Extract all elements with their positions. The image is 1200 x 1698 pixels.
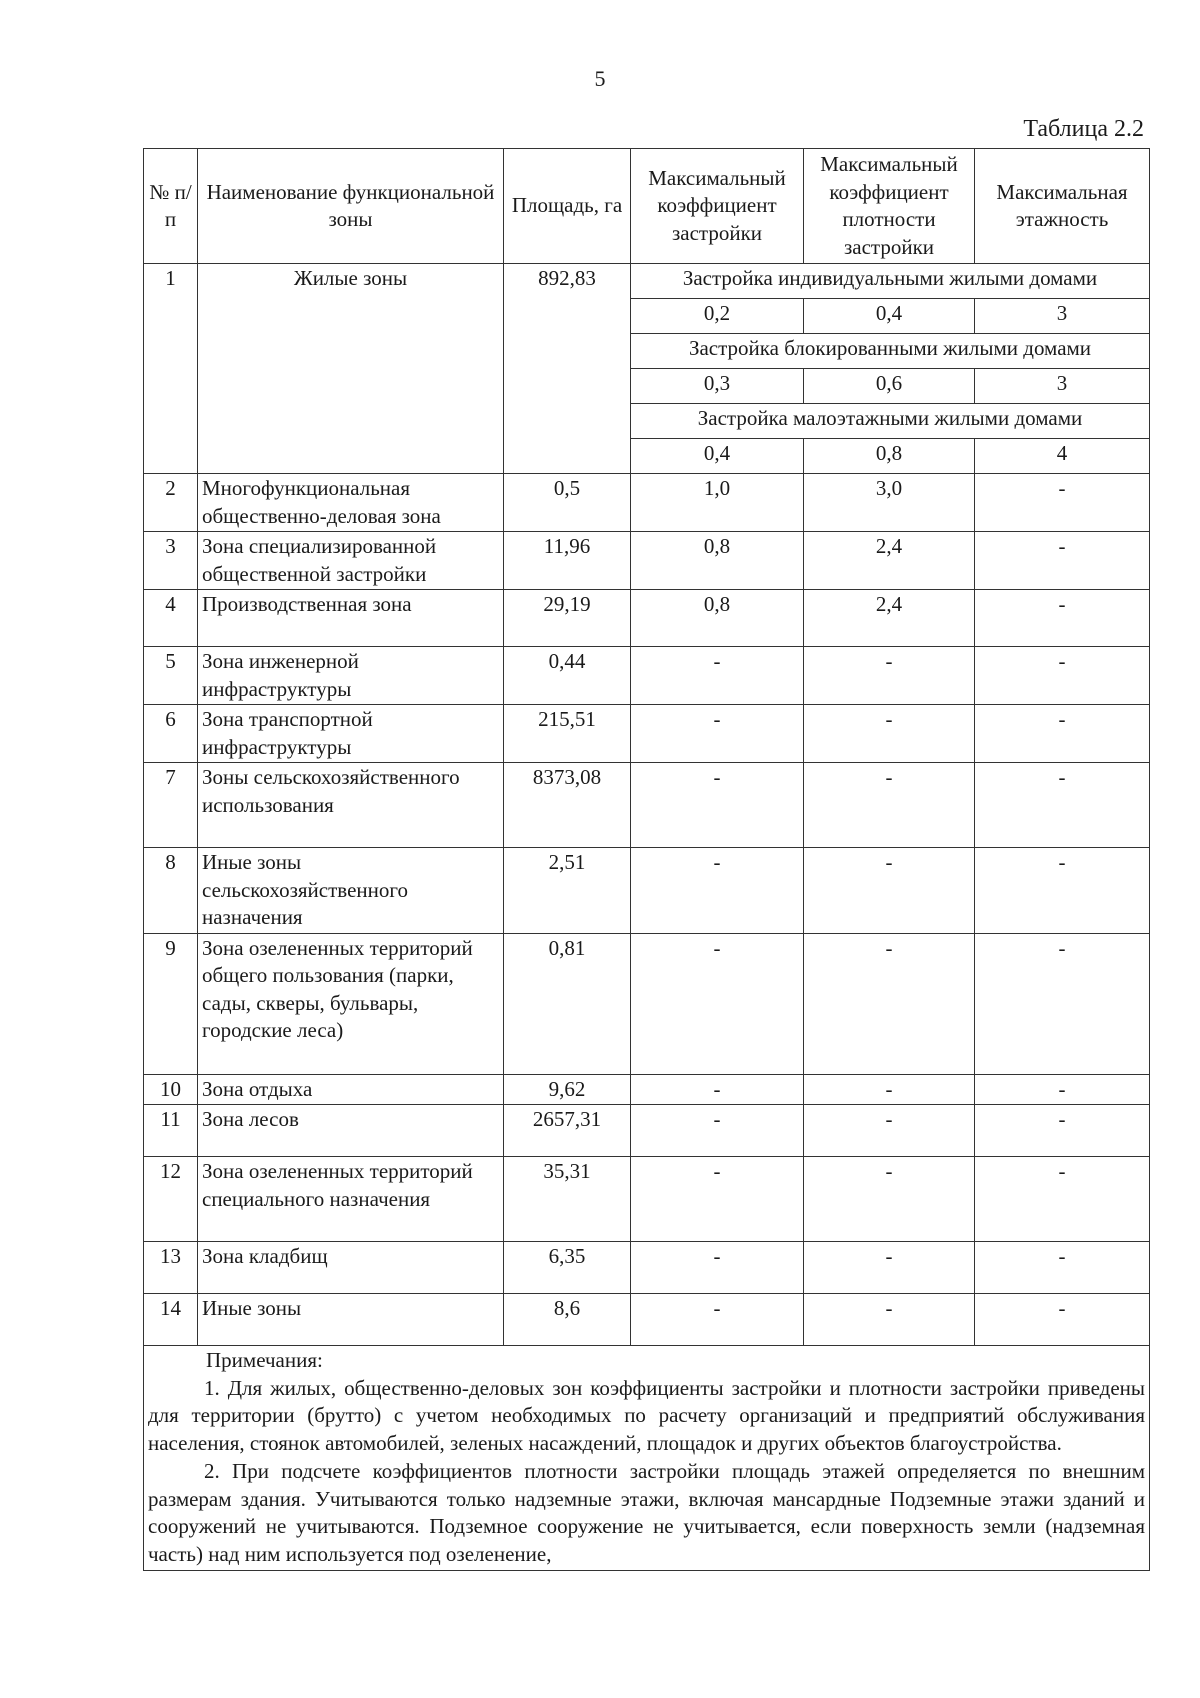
row-area: 8373,08 <box>504 763 631 848</box>
table-row <box>144 848 1150 934</box>
row-area: 0,81 <box>504 933 631 1074</box>
table-row <box>144 474 1150 532</box>
row-area: 0,44 <box>504 647 631 705</box>
row-num: 10 <box>144 1074 198 1105</box>
row-num: 7 <box>144 763 198 848</box>
row-floors: - <box>975 647 1150 705</box>
row-area: 6,35 <box>504 1242 631 1294</box>
header-name: Наименование функциональной зоны <box>198 149 504 264</box>
row-coef-density: - <box>804 1294 975 1346</box>
row-area: 35,31 <box>504 1157 631 1242</box>
table-row <box>144 1242 1150 1294</box>
row-coef-density: 2,4 <box>804 532 975 590</box>
row-coef-build: - <box>631 763 804 848</box>
row-name: Иные зоны <box>198 1294 504 1346</box>
row-area: 29,19 <box>504 590 631 647</box>
row-floors: - <box>975 1242 1150 1294</box>
row-num: 3 <box>144 532 198 590</box>
zones-table <box>143 148 1150 1571</box>
header-floors: Максимальная этажность <box>975 149 1150 264</box>
table-row <box>144 1157 1150 1242</box>
row-coef-density: - <box>804 1105 975 1157</box>
row-name: Производственная зона <box>198 590 504 647</box>
row-floors: - <box>975 474 1150 532</box>
row-num: 4 <box>144 590 198 647</box>
row-num: 9 <box>144 933 198 1074</box>
row-name: Зона кладбищ <box>198 1242 504 1294</box>
row-coef-build: - <box>631 1157 804 1242</box>
row-coef-density: - <box>804 1242 975 1294</box>
notes-cell <box>144 1346 1150 1571</box>
row-floors: - <box>975 933 1150 1074</box>
header-num: № п/п <box>144 149 198 264</box>
table-row <box>144 264 1150 299</box>
table-row <box>144 590 1150 647</box>
row-area: 0,5 <box>504 474 631 532</box>
row-coef-build: - <box>631 1242 804 1294</box>
row-num: 13 <box>144 1242 198 1294</box>
row-floors: - <box>975 1105 1150 1157</box>
notes-row <box>144 1346 1150 1571</box>
subzone-heading: Застройка индивидуальными жилыми домами <box>631 264 1150 299</box>
row-name: Зона озелененных территорий общего пользования (парки, сады, скверы, бульвары, городские леса) <box>198 933 504 1074</box>
row-area: 8,6 <box>504 1294 631 1346</box>
row-floors: - <box>975 590 1150 647</box>
row-num: 11 <box>144 1105 198 1157</box>
row-coef-density: - <box>804 705 975 763</box>
row-num: 14 <box>144 1294 198 1346</box>
row-coef-build: - <box>631 933 804 1074</box>
row-num: 8 <box>144 848 198 934</box>
row-num: 5 <box>144 647 198 705</box>
row-name: Зона озелененных территорий специального назначения <box>198 1157 504 1242</box>
row-floors: - <box>975 1074 1150 1105</box>
table-row <box>144 532 1150 590</box>
row-num: 12 <box>144 1157 198 1242</box>
row-name: Многофункциональная общественно-деловая зона <box>198 474 504 532</box>
table-row <box>144 705 1150 763</box>
row-coef-build: - <box>631 1074 804 1105</box>
row-floors: 3 <box>975 369 1150 404</box>
row-num: 2 <box>144 474 198 532</box>
table-row <box>144 1294 1150 1346</box>
table-row <box>144 763 1150 848</box>
row-area: 2657,31 <box>504 1105 631 1157</box>
table-row <box>144 1105 1150 1157</box>
table-row <box>144 933 1150 1074</box>
row-coef-density: - <box>804 647 975 705</box>
subzone-heading: Застройка малоэтажными жилыми домами <box>631 404 1150 439</box>
row-floors: - <box>975 532 1150 590</box>
row-coef-build: - <box>631 1294 804 1346</box>
row-floors: - <box>975 1294 1150 1346</box>
header-coef-build: Максимальный коэффициент застройки <box>631 149 804 264</box>
row-name: Зоны сельскохозяйственного использования <box>198 763 504 848</box>
row-coef-build: 1,0 <box>631 474 804 532</box>
row-num: 6 <box>144 705 198 763</box>
notes-title: Примечания: <box>206 1348 323 1372</box>
row-name: Зона специализированной общественной застройки <box>198 532 504 590</box>
row-num: 1 <box>144 264 198 474</box>
row-floors: 3 <box>975 299 1150 334</box>
row-coef-density: 0,4 <box>804 299 975 334</box>
row-area: 9,62 <box>504 1074 631 1105</box>
row-coef-build: - <box>631 705 804 763</box>
header-area: Площадь, га <box>504 149 631 264</box>
row-coef-build: 0,3 <box>631 369 804 404</box>
row-name: Зона отдыха <box>198 1074 504 1105</box>
row-coef-build: 0,4 <box>631 439 804 474</box>
note-item: 1. Для жилых, общественно-деловых зон коэффициенты застройки и плотности застройки приведены для территории (брутто) с учетом необходимых по расчету организаций и предприятий обслуживания населения, стоянок автомобилей, зеленых насаждений, площадок и других объектов благоустройства. <box>148 1375 1145 1456</box>
row-area: 2,51 <box>504 848 631 934</box>
row-name: Зона инженерной инфраструктуры <box>198 647 504 705</box>
row-floors: - <box>975 848 1150 934</box>
row-coef-build: 0,2 <box>631 299 804 334</box>
row-coef-density: 3,0 <box>804 474 975 532</box>
row-floors: 4 <box>975 439 1150 474</box>
row-coef-build: - <box>631 848 804 934</box>
row-coef-density: - <box>804 933 975 1074</box>
row-coef-build: - <box>631 1105 804 1157</box>
row-floors: - <box>975 763 1150 848</box>
row-coef-build: - <box>631 647 804 705</box>
table-row <box>144 1074 1150 1105</box>
row-area: 11,96 <box>504 532 631 590</box>
row-coef-density: 0,6 <box>804 369 975 404</box>
row-area: 892,83 <box>504 264 631 474</box>
row-coef-density: - <box>804 1157 975 1242</box>
row-coef-build: 0,8 <box>631 532 804 590</box>
row-coef-density: - <box>804 848 975 934</box>
row-area: 215,51 <box>504 705 631 763</box>
row-coef-density: 0,8 <box>804 439 975 474</box>
table-caption: Таблица 2.2 <box>1023 116 1144 142</box>
page-number: 5 <box>594 66 606 91</box>
row-name: Зона транспортной инфраструктуры <box>198 705 504 763</box>
header-coef-density: Максимальный коэффициент плотности застройки <box>804 149 975 264</box>
note-item: 2. При подсчете коэффициентов плотности застройки площадь этажей определяется по внешним размерам здания. Учитываются только надземные этажи, включая мансардные Подземные этажи зданий и сооружений не учитываются. Подземное сооружение не учитывается, если поверхность земли (надземная часть) над ним используется под озеленение, <box>148 1458 1145 1567</box>
row-floors: - <box>975 705 1150 763</box>
subzone-heading: Застройка блокированными жилыми домами <box>631 334 1150 369</box>
row-coef-density: - <box>804 1074 975 1105</box>
table-header-row <box>144 149 1150 264</box>
row-name: Зона лесов <box>198 1105 504 1157</box>
table-row <box>144 647 1150 705</box>
row-coef-density: - <box>804 763 975 848</box>
row-floors: - <box>975 1157 1150 1242</box>
row-coef-density: 2,4 <box>804 590 975 647</box>
row-name: Иные зоны сельскохозяйственного назначения <box>198 848 504 934</box>
row-name: Жилые зоны <box>198 264 504 474</box>
row-coef-build: 0,8 <box>631 590 804 647</box>
